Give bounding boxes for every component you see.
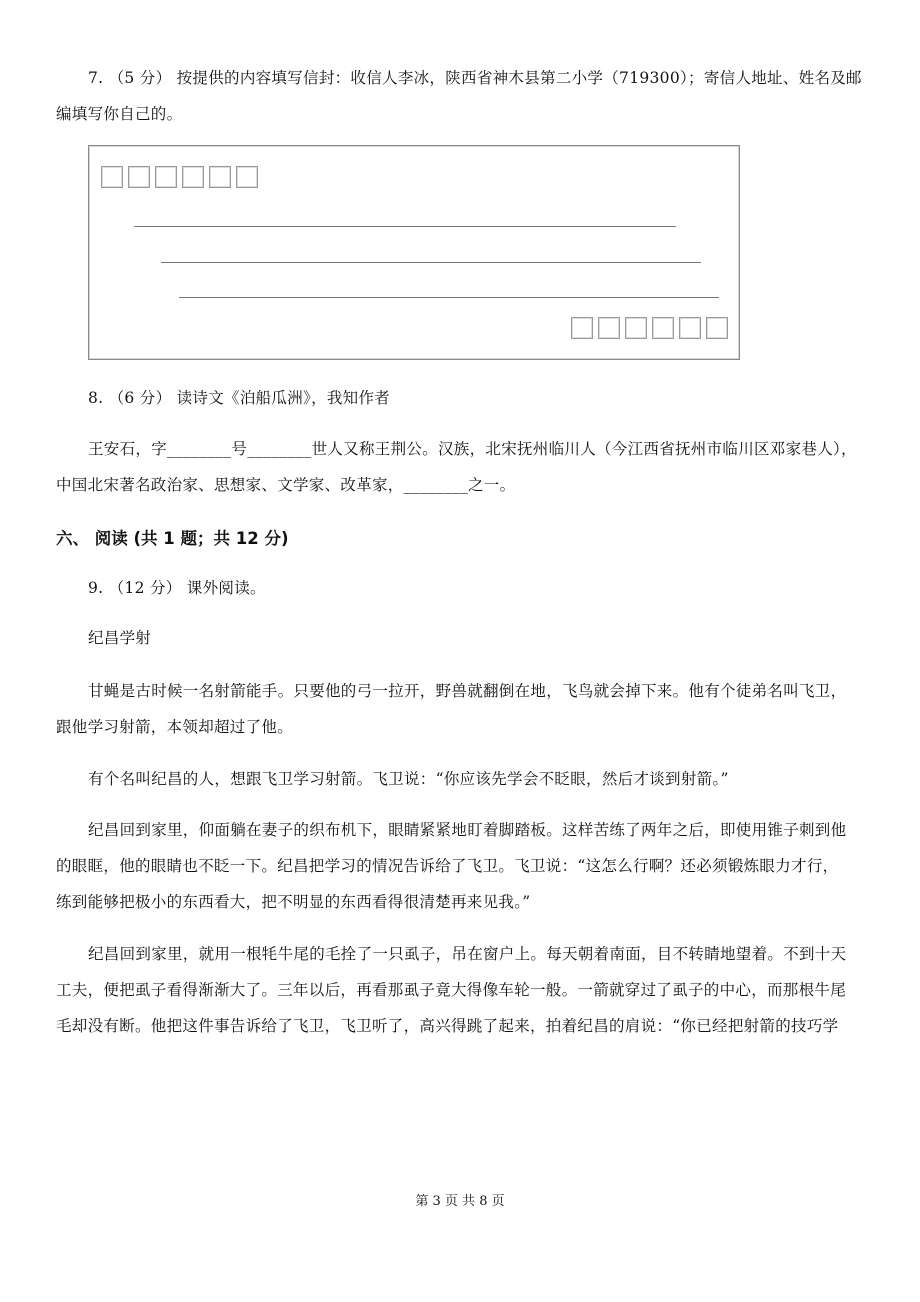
sender-address-line[interactable] — [179, 297, 719, 298]
passage-title: 纪昌学射 — [88, 629, 152, 647]
q7-prompt-line1: 7. （5 分） 按提供的内容填写信封：收信人李冰，陕西省神木县第二小学（719300）；寄信人地址、姓名及邮 — [88, 69, 862, 87]
postcode-box[interactable] — [155, 166, 177, 188]
paragraph-3-line: 纪昌回到家里，仰面躺在妻子的织布机下，眼睛紧紧地盯着脚踏板。这样苦练了两年之后，即使用锥子刺到他 — [88, 821, 847, 839]
postcode-box[interactable] — [209, 166, 231, 188]
recipient-name-line[interactable] — [161, 262, 701, 263]
postcode-box[interactable] — [706, 317, 728, 339]
postcode-box[interactable] — [101, 166, 123, 188]
paragraph-4-line: 毛却没有断。他把这件事告诉给了飞卫，飞卫听了，高兴得跳了起来，拍着纪昌的肩说：“你已经把射箭的技巧学 — [56, 1017, 839, 1035]
paragraph-1-line: 甘蝇是古时候一名射箭能手。只要他的弓一拉开，野兽就翻倒在地，飞鸟就会掉下来。他有个徒弟名叫飞卫， — [88, 682, 847, 700]
paragraph-4-line: 工夫，便把虱子看得渐渐大了。三年以后，再看那虱子竟大得像车轮一般。一箭就穿过了虱子的中心，而那根牛尾 — [56, 981, 847, 999]
recipient-postcode-boxes — [101, 166, 258, 188]
q8-prompt: 8. （6 分） 读诗文《泊船瓜洲》，我知作者 — [88, 389, 391, 407]
paragraph-3-line: 的眼眶，他的眼睛也不眨一下。纪昌把学习的情况告诉给了飞卫。飞卫说：“这怎么行啊？还必须锻炼眼力才行， — [56, 857, 839, 875]
postcode-box[interactable] — [182, 166, 204, 188]
postcode-box[interactable] — [598, 317, 620, 339]
paragraph-3-line: 练到能够把极小的东西看大，把不明显的东西看得很清楚再来见我。” — [56, 893, 531, 911]
postcode-box[interactable] — [128, 166, 150, 188]
section-heading: 六、 阅读 (共 1 题；共 12 分) — [56, 529, 289, 548]
postcode-box[interactable] — [571, 317, 593, 339]
q7-prompt-line2: 编填写你自己的。 — [56, 105, 183, 123]
postcode-box[interactable] — [236, 166, 258, 188]
postcode-box[interactable] — [679, 317, 701, 339]
q9-prompt: 9. （12 分） 课外阅读。 — [88, 579, 266, 597]
recipient-address-line[interactable] — [134, 226, 676, 227]
postcode-box[interactable] — [652, 317, 674, 339]
paragraph-4-line: 纪昌回到家里，就用一根牦牛尾的毛拴了一只虱子，吊在窗户上。每天朝着南面，目不转睛地望着。不到十天 — [88, 945, 847, 963]
sender-postcode-boxes — [571, 317, 728, 339]
paragraph-1-line: 跟他学习射箭，本领却超过了他。 — [56, 718, 294, 736]
paragraph-2-line: 有个名叫纪昌的人，想跟飞卫学习射箭。飞卫说：“你应该先学会不眨眼，然后才谈到射箭。” — [88, 770, 729, 788]
postcode-box[interactable] — [625, 317, 647, 339]
q8-body-line2: 中国北宋著名政治家、思想家、文学家、改革家，________之一。 — [56, 476, 516, 494]
envelope-figure — [88, 145, 740, 360]
q8-body-line1: 王安石，字________号________世人又称王荆公。汉族，北宋抚州临川人（今江西省抚州市临川区邓家巷人）， — [88, 440, 857, 458]
page-number: 第 3 页 共 8 页 — [415, 1194, 505, 1209]
